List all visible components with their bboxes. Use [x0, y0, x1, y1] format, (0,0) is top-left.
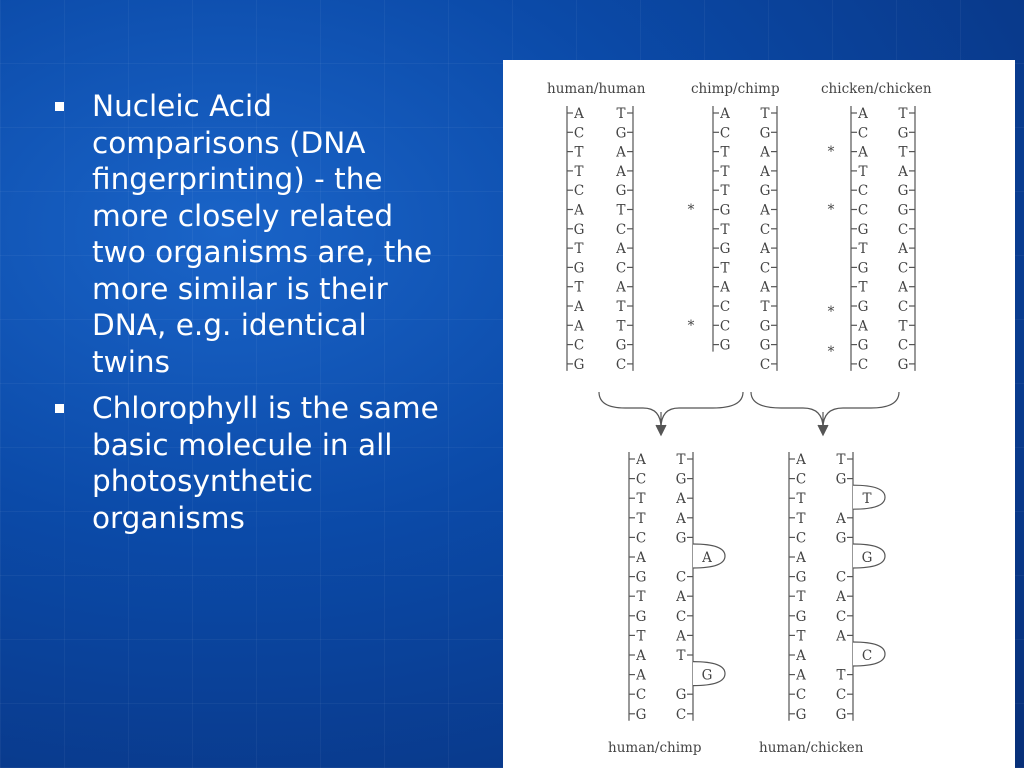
- chicken-right-strand-base: G: [897, 202, 909, 219]
- hc-right-strand-base: A: [676, 628, 686, 645]
- hc-left-strand-base: A: [636, 648, 646, 664]
- hk-left-strand-base: G: [795, 706, 807, 723]
- chimp-right-strand-base: A: [760, 163, 770, 180]
- hk-right-strand-base: C: [835, 569, 847, 586]
- hk-right-strand-base: A: [836, 628, 846, 645]
- chimp-left-strand-base: A: [720, 279, 730, 296]
- hk-left-strand-base: T: [796, 510, 806, 527]
- hc-left-strand-base: A: [636, 452, 646, 468]
- hc-right-strand-base: A: [676, 510, 686, 527]
- human-left-strand-base: T: [574, 144, 584, 161]
- chimp-left-strand-base: G: [719, 202, 731, 219]
- chicken-right-strand-base: G: [897, 125, 909, 142]
- human-left-strand-base: A: [574, 202, 584, 219]
- square-bullet-icon: [55, 404, 64, 413]
- hk-right-strand-base: G: [835, 530, 847, 547]
- hc-right-strand-base: A: [676, 589, 686, 606]
- chimp-left-strand-base: C: [719, 299, 731, 315]
- hc-left-strand-base: T: [636, 491, 646, 508]
- label-human-chicken: human/chicken: [759, 740, 864, 756]
- hc-left-strand-base: G: [635, 706, 647, 723]
- human-left-strand-base: C: [573, 337, 585, 354]
- bullet-item: [52, 390, 452, 536]
- chicken-right-strand-base: A: [898, 279, 908, 296]
- hk-loop-base: C: [861, 648, 873, 664]
- human-left-strand-base: T: [574, 241, 584, 258]
- mismatch-star: *: [827, 202, 835, 218]
- hc-loop-base: G: [701, 667, 713, 684]
- human-right-strand-base: G: [615, 125, 627, 142]
- arrow-down-icon: [818, 425, 828, 435]
- chimp-left-strand-base: C: [719, 318, 731, 335]
- hk-right-strand-base: A: [836, 589, 846, 606]
- hk-left-strand-base: A: [796, 667, 806, 684]
- hk-loop-base: G: [861, 550, 873, 566]
- hk-left-strand-base: A: [796, 648, 806, 664]
- chicken-left-strand-base: C: [857, 356, 869, 373]
- label-chimp-chimp: chimp/chimp: [691, 81, 780, 97]
- chimp-right-strand-base: A: [760, 241, 770, 258]
- bullet-list: [52, 88, 452, 536]
- mismatch-star: *: [687, 318, 695, 334]
- hk-left-strand-base: A: [796, 550, 806, 566]
- hc-right-strand-base: T: [676, 452, 686, 468]
- hk-left-strand-base: G: [795, 569, 807, 586]
- hc-left-strand-base: G: [635, 569, 647, 586]
- hk-right-strand-base: T: [836, 452, 846, 468]
- brace-shape: [751, 392, 899, 428]
- mismatch-star: *: [827, 344, 835, 360]
- human-right-strand-base: C: [615, 260, 627, 277]
- hc-right-strand-base: C: [675, 706, 687, 723]
- chicken-left-strand-base: C: [857, 202, 869, 219]
- hk-right-strand-base: C: [835, 608, 847, 625]
- chimp-right-strand-base: A: [760, 202, 770, 219]
- human-left-strand-base: G: [573, 356, 585, 373]
- bullet-text: Chlorophyll is the same basic molecule in all photosynthetic organisms: [92, 391, 439, 535]
- human-left-strand-base: C: [573, 183, 585, 200]
- mismatch-star: *: [687, 202, 695, 218]
- hc-right-strand-base: G: [675, 530, 687, 547]
- human-right-strand-base: T: [616, 106, 626, 122]
- mismatch-star: *: [827, 144, 835, 160]
- human-right-strand-base: A: [616, 241, 626, 258]
- chicken-left-strand-base: G: [857, 221, 869, 238]
- hc-left-strand-base: C: [635, 687, 647, 704]
- chicken-left-strand-base: A: [858, 106, 868, 122]
- hc-left-strand-base: C: [635, 530, 647, 547]
- hk-left-strand-base: T: [796, 628, 806, 645]
- human-left-strand-base: A: [574, 106, 584, 122]
- chicken-right-strand-base: G: [897, 183, 909, 200]
- human-right-strand-base: A: [616, 279, 626, 296]
- hk-left-strand-base: C: [795, 471, 807, 488]
- human-left-strand-base: T: [574, 163, 584, 180]
- hc-right-strand-base: G: [675, 471, 687, 488]
- chicken-right-strand-base: C: [897, 337, 909, 354]
- human-left-strand-base: G: [573, 221, 585, 238]
- chicken-right-strand-base: G: [897, 356, 909, 373]
- chicken-left-strand-base: C: [857, 183, 869, 200]
- chimp-right-strand-base: G: [759, 125, 771, 142]
- chimp-right-strand-base: G: [759, 183, 771, 200]
- human-right-strand-base: T: [616, 318, 626, 335]
- chimp-right-strand-base: T: [760, 299, 770, 315]
- chimp-left-strand-base: G: [719, 241, 731, 258]
- chimp-right-strand-base: C: [759, 221, 771, 238]
- chimp-right-strand-base: C: [759, 260, 771, 277]
- hk-left-strand-base: A: [796, 452, 806, 468]
- chicken-left-strand-base: G: [857, 337, 869, 354]
- hk-right-strand-base: G: [835, 706, 847, 723]
- bullet-text: Nucleic Acid comparisons (DNA fingerprinting) - the more closely related two organisms are, the more similar is their DNA, e.g. identical twins: [92, 89, 433, 379]
- human-right-strand-base: A: [616, 163, 626, 180]
- bullet-item: [52, 88, 452, 380]
- chimp-left-strand-base: T: [720, 163, 730, 180]
- chicken-right-strand-base: T: [898, 106, 908, 122]
- chimp-right-strand-base: A: [760, 279, 770, 296]
- human-left-strand-base: G: [573, 260, 585, 277]
- brace-shape: [599, 392, 743, 428]
- human-right-strand-base: G: [615, 183, 627, 200]
- hk-left-strand-base: C: [795, 530, 807, 547]
- chicken-left-strand-base: T: [858, 279, 868, 296]
- hk-right-strand-base: A: [836, 510, 846, 527]
- dna-comparison-diagram: [503, 60, 1015, 768]
- hc-loop-base: A: [702, 550, 712, 566]
- hc-left-strand-base: C: [635, 471, 647, 488]
- label-human-human: human/human: [547, 81, 646, 97]
- chicken-left-strand-base: G: [857, 260, 869, 277]
- chimp-right-strand-base: G: [759, 318, 771, 335]
- label-chicken-chicken: chicken/chicken: [821, 81, 932, 97]
- chimp-right-strand-base: C: [759, 356, 771, 373]
- hk-left-strand-base: T: [796, 491, 806, 508]
- chimp-left-strand-base: T: [720, 221, 730, 238]
- hc-right-strand-base: G: [675, 687, 687, 704]
- chicken-left-strand-base: T: [858, 163, 868, 180]
- chimp-left-strand-base: T: [720, 183, 730, 200]
- chimp-right-strand-base: A: [760, 144, 770, 161]
- human-right-strand-base: T: [616, 202, 626, 219]
- human-left-strand-base: T: [574, 279, 584, 296]
- hk-right-strand-base: G: [835, 471, 847, 488]
- chimp-right-strand-base: G: [759, 337, 771, 354]
- mismatch-star: *: [827, 304, 835, 320]
- hk-loop-base: T: [862, 491, 872, 508]
- chicken-left-strand-base: G: [857, 299, 869, 315]
- hc-left-strand-base: T: [636, 628, 646, 645]
- chicken-right-strand-base: T: [898, 144, 908, 161]
- generated-strands: [567, 106, 915, 723]
- human-left-strand-base: A: [574, 299, 584, 315]
- chicken-left-strand-base: A: [858, 318, 868, 335]
- chimp-left-strand-base: T: [720, 260, 730, 277]
- chicken-left-strand-base: T: [858, 241, 868, 258]
- dna-hybridization-figure: [503, 60, 1015, 768]
- hc-left-strand-base: T: [636, 510, 646, 527]
- hc-left-strand-base: G: [635, 608, 647, 625]
- human-right-strand-base: C: [615, 356, 627, 373]
- chicken-right-strand-base: T: [898, 318, 908, 335]
- hk-right-strand-base: C: [835, 687, 847, 704]
- hc-right-strand-base: C: [675, 569, 687, 586]
- chicken-right-strand-base: A: [898, 163, 908, 180]
- hk-left-strand-base: C: [795, 687, 807, 704]
- hc-left-strand-base: A: [636, 667, 646, 684]
- chimp-left-strand-base: C: [719, 125, 731, 142]
- hk-left-strand-base: T: [796, 589, 806, 606]
- chimp-left-strand-base: A: [720, 106, 730, 122]
- square-bullet-icon: [55, 102, 64, 111]
- chicken-right-strand-base: C: [897, 260, 909, 277]
- human-right-strand-base: A: [616, 144, 626, 161]
- chimp-left-strand-base: T: [720, 144, 730, 161]
- human-left-strand-base: A: [574, 318, 584, 335]
- human-right-strand-base: G: [615, 337, 627, 354]
- chicken-left-strand-base: A: [858, 144, 868, 161]
- chimp-left-strand-base: G: [719, 337, 731, 354]
- hc-left-strand-base: A: [636, 550, 646, 566]
- human-right-strand-base: C: [615, 221, 627, 238]
- chicken-left-strand-base: C: [857, 125, 869, 142]
- hk-left-strand-base: G: [795, 608, 807, 625]
- arrow-down-icon: [656, 425, 666, 435]
- hk-right-strand-base: T: [836, 667, 846, 684]
- chimp-right-strand-base: T: [760, 106, 770, 122]
- hc-left-strand-base: T: [636, 589, 646, 606]
- human-right-strand-base: T: [616, 299, 626, 315]
- hc-right-strand-base: A: [676, 491, 686, 508]
- hc-right-strand-base: C: [675, 608, 687, 625]
- hc-right-strand-base: T: [676, 648, 686, 664]
- label-human-chimp: human/chimp: [608, 740, 702, 756]
- human-left-strand-base: C: [573, 125, 585, 142]
- chicken-right-strand-base: A: [898, 241, 908, 258]
- chicken-right-strand-base: C: [897, 299, 909, 315]
- chicken-right-strand-base: C: [897, 221, 909, 238]
